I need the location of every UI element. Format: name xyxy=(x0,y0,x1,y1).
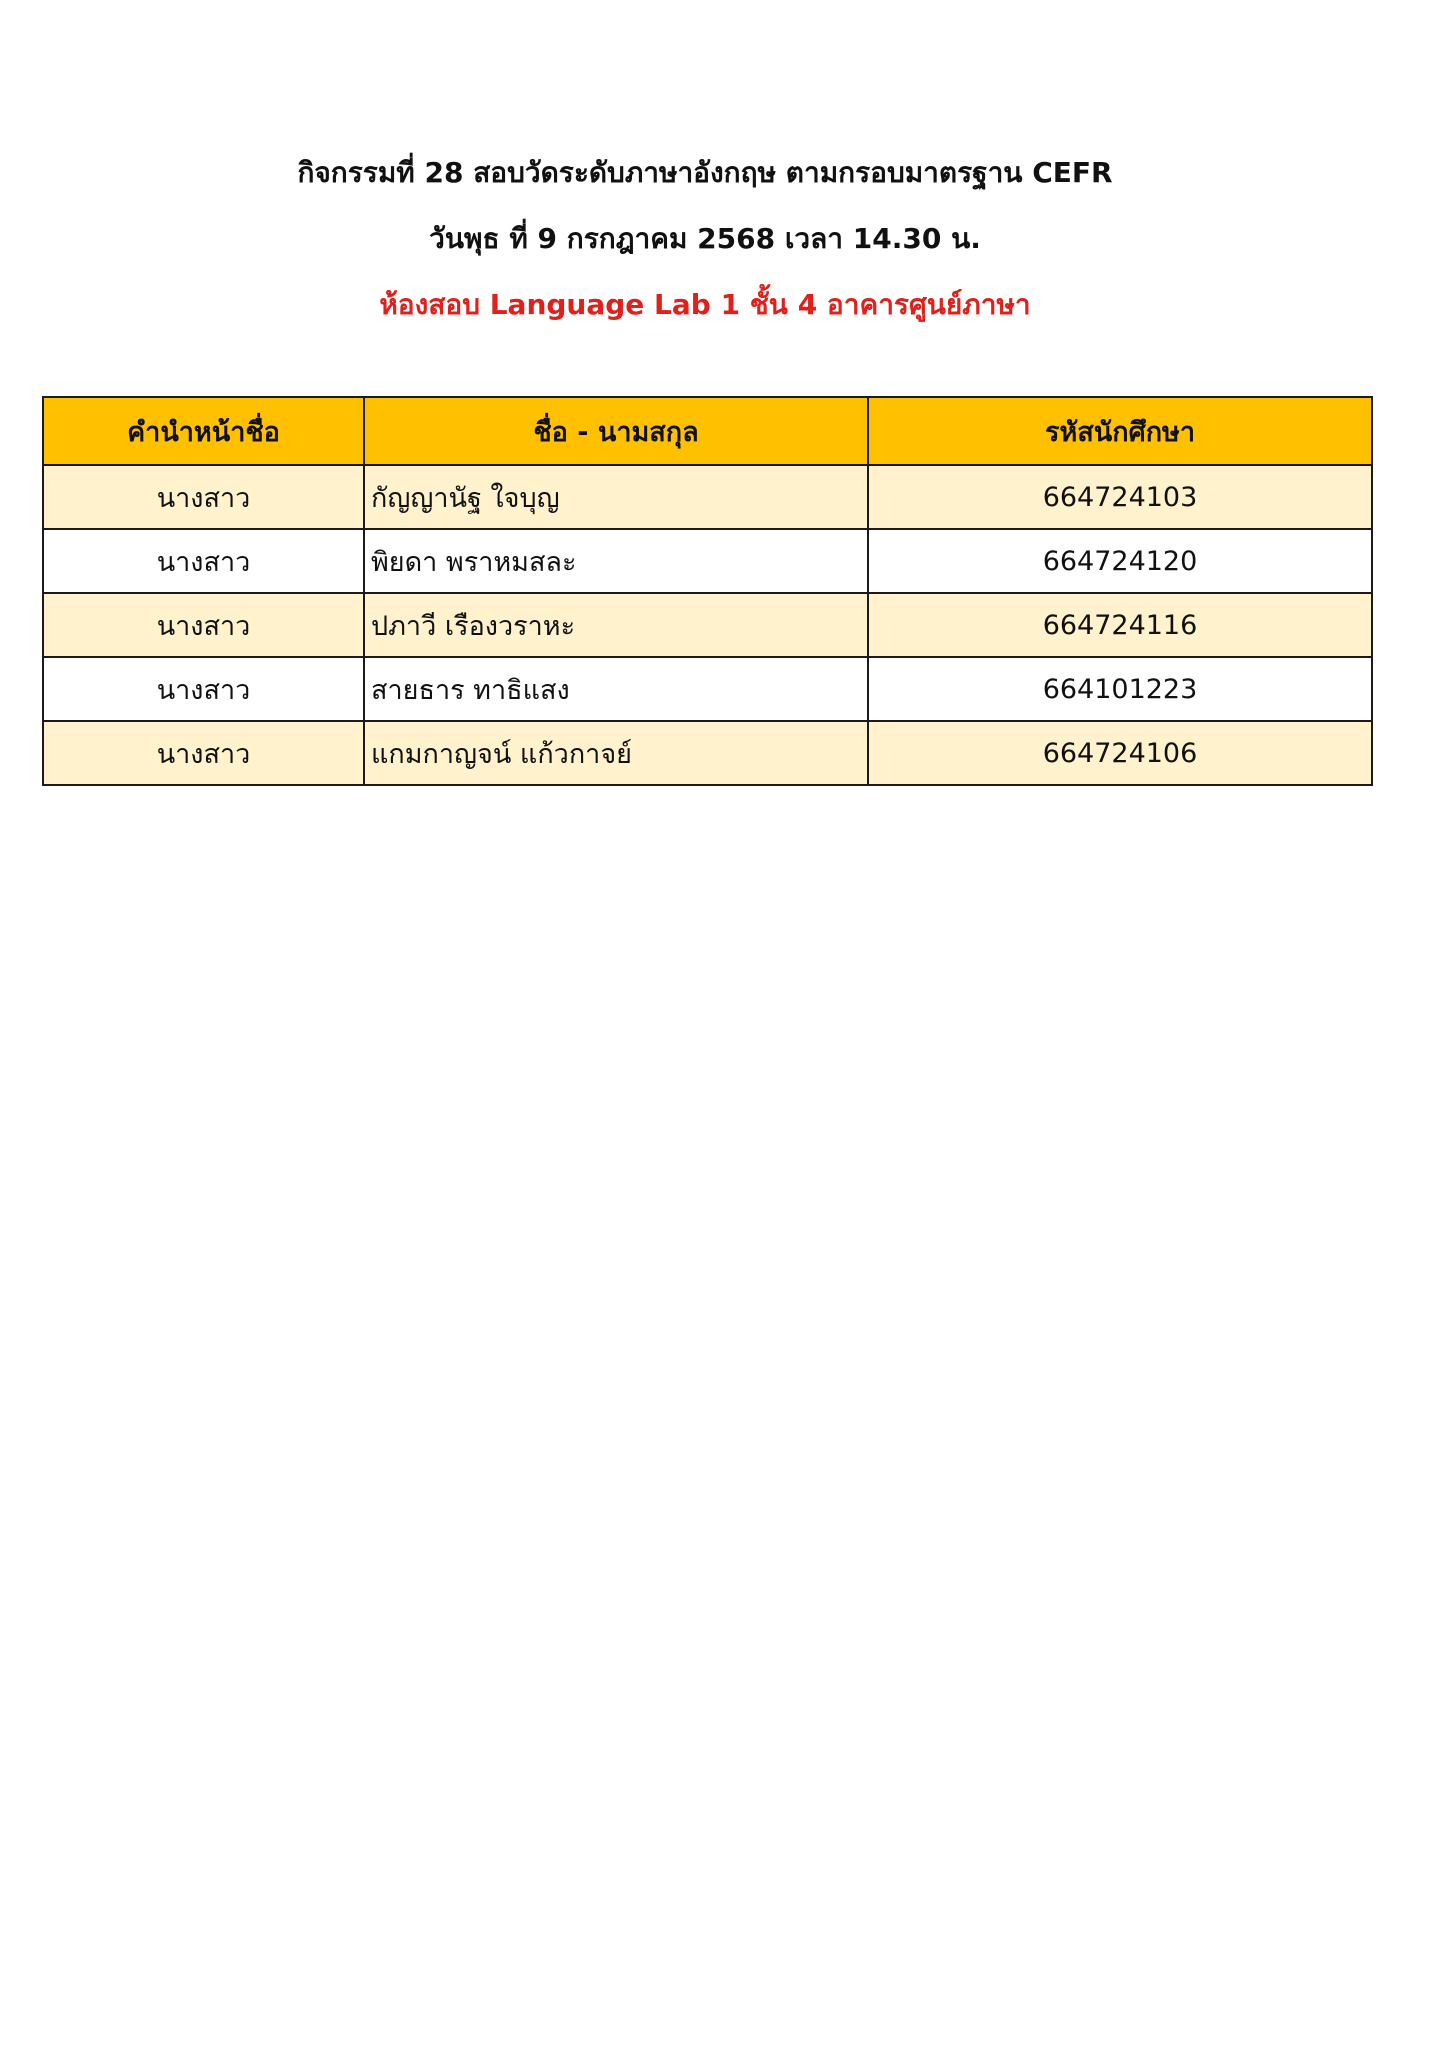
cell-name: แกมกาญจน์ แก้วกาจย์ xyxy=(364,721,868,785)
cell-student-id: 664724103 xyxy=(868,465,1372,529)
cell-name: พิยดา พราหมสละ xyxy=(364,529,868,593)
column-header-name: ชื่อ - นามสกุล xyxy=(364,397,868,465)
exam-room: ห้องสอบ Language Lab 1 ชั้น 4 อาคารศูนย์ภาษา xyxy=(379,288,1031,321)
table-row xyxy=(43,529,1372,593)
exam-date-time: วันพุธ ที่ 9 กรกฎาคม 2568 เวลา 14.30 น. xyxy=(429,222,981,255)
cell-prefix: นางสาว xyxy=(43,529,364,593)
cell-name: กัญญานัฐ ใจบุญ xyxy=(364,465,868,529)
activity-title: กิจกรรมที่ 28 สอบวัดระดับภาษาอังกฤษ ตามกรอบมาตรฐาน CEFR xyxy=(297,156,1113,189)
document-header xyxy=(0,140,1410,338)
cell-student-id: 664724120 xyxy=(868,529,1372,593)
table-header-row xyxy=(43,397,1372,465)
table-row xyxy=(43,593,1372,657)
cell-prefix: นางสาว xyxy=(43,465,364,529)
table-row xyxy=(43,721,1372,785)
column-header-student-id: รหัสนักศึกษา xyxy=(868,397,1372,465)
student-roster-table xyxy=(42,396,1373,786)
cell-student-id: 664101223 xyxy=(868,657,1372,721)
cell-student-id: 664724106 xyxy=(868,721,1372,785)
table-row xyxy=(43,657,1372,721)
cell-prefix: นางสาว xyxy=(43,593,364,657)
cell-name: ปภาวี เรืองวราหะ xyxy=(364,593,868,657)
table-row xyxy=(43,465,1372,529)
cell-student-id: 664724116 xyxy=(868,593,1372,657)
cell-prefix: นางสาว xyxy=(43,721,364,785)
cell-prefix: นางสาว xyxy=(43,657,364,721)
column-header-prefix: คำนำหน้าชื่อ xyxy=(43,397,364,465)
cell-name: สายธาร ทาธิแสง xyxy=(364,657,868,721)
